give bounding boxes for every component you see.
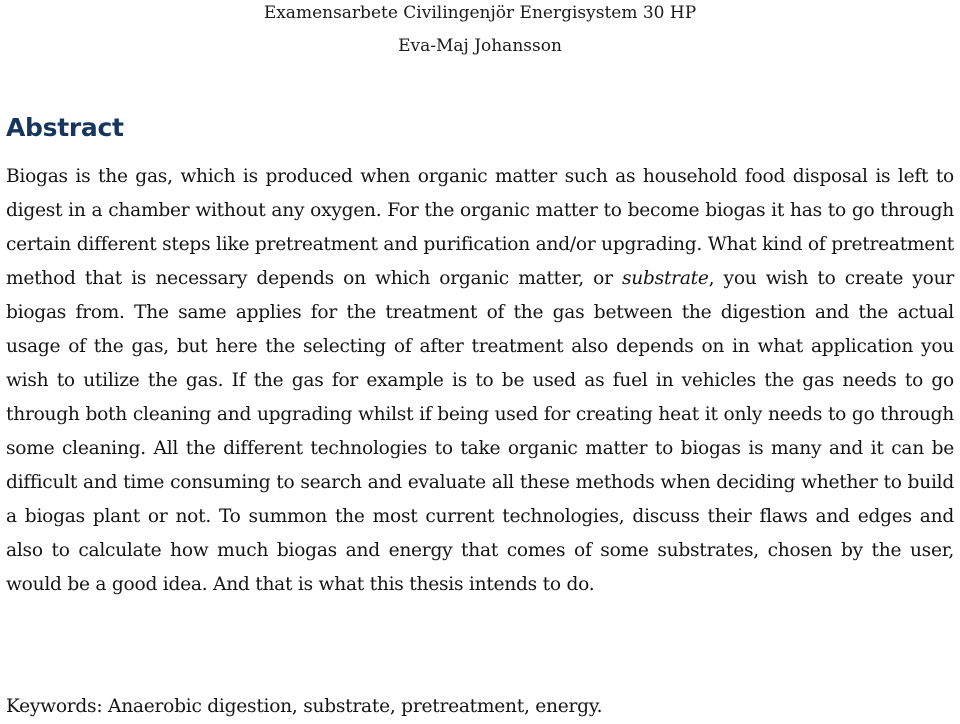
abstract-text-part-1: Biogas is the gas, which is produced when organic matter such as household food disposal is left to digest in a chamber without any oxygen. For the organic matter to become biogas it has to go through certain different steps like pretreatment and purification and/or upgrading. What kind of pretreatment method that is necessary depends on which organic matter, or — [6, 166, 954, 289]
section-heading: Abstract — [6, 113, 124, 142]
running-header-author: Eva-Maj Johansson — [398, 36, 562, 56]
abstract-italic-term: substrate — [622, 268, 709, 289]
running-header-title: Examensarbete Civilingenjör Energisystem 30 HP — [263, 3, 697, 23]
abstract-text-part-2: , you wish to create your biogas from. The same applies for the treatment of the gas between the digestion and the actual usage of the gas, but here the selecting of after treatment also depends on in what application you wish to utilize the gas. If the gas for example is to be used as fuel in vehicles the gas needs to go through both cleaning and upgrading whilst if being used for creating heat it only needs to go through some cleaning. All the different technologies to take organic matter to biogas is many and it can be difficult and time consuming to search and evaluate all these methods when deciding whether to build a biogas plant or not. To summon the most current technologies, discuss their flaws and edges and also to calculate how much biogas and energy that comes of some substrates, chosen by the user, would be a good idea. And that is what this thesis intends to do. — [6, 268, 954, 595]
keywords-line: Keywords: Anaerobic digestion, substrate, pretreatment, energy. — [6, 696, 603, 717]
abstract-paragraph — [6, 160, 954, 602]
